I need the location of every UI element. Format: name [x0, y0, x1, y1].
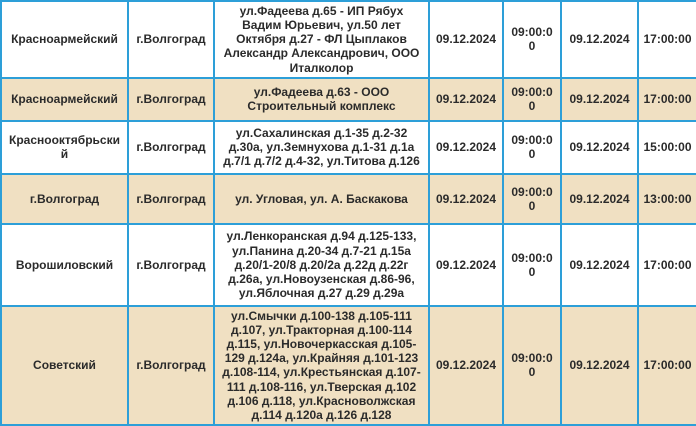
table-row: [1, 121, 696, 174]
cell-city: г.Волгоград: [128, 78, 214, 121]
table-row: [1, 306, 696, 425]
cell-city: г.Волгоград: [128, 306, 214, 425]
cell-city: г.Волгоград: [128, 1, 214, 78]
cell-time-end: 17:00:00: [638, 224, 696, 306]
cell-date-start: 09.12.2024: [429, 1, 503, 78]
cell-date-end: 09.12.2024: [561, 121, 638, 174]
cell-date-start: 09.12.2024: [429, 306, 503, 425]
cell-district: г.Волгоград: [1, 174, 128, 224]
cell-date-end: 09.12.2024: [561, 224, 638, 306]
cell-date-end: 09.12.2024: [561, 78, 638, 121]
cell-district: Красноармейский: [1, 78, 128, 121]
cell-city: г.Волгоград: [128, 224, 214, 306]
cell-date-end: 09.12.2024: [561, 306, 638, 425]
outage-table-body: [1, 1, 696, 425]
cell-addresses: ул. Угловая, ул. А. Баскакова: [214, 174, 429, 224]
cell-district: Советский: [1, 306, 128, 425]
cell-time-start: 09:00:00: [503, 174, 561, 224]
cell-time-start: 09:00:00: [503, 306, 561, 425]
cell-time-end: 15:00:00: [638, 121, 696, 174]
table-row: [1, 78, 696, 121]
cell-date-start: 09.12.2024: [429, 121, 503, 174]
cell-time-end: 17:00:00: [638, 1, 696, 78]
cell-date-end: 09.12.2024: [561, 1, 638, 78]
cell-date-end: 09.12.2024: [561, 174, 638, 224]
cell-time-end: 17:00:00: [638, 306, 696, 425]
cell-time-end: 13:00:00: [638, 174, 696, 224]
cell-city: г.Волгоград: [128, 121, 214, 174]
cell-district: Краснооктябрьский: [1, 121, 128, 174]
cell-date-start: 09.12.2024: [429, 78, 503, 121]
cell-addresses: ул.Смычки д.100-138 д.105-111 д.107, ул.Тракторная д.100-114 д.115, ул.Новочеркасская д.105-129 д.124а, ул.Крайняя д.101-123 д.108-114, ул.Крестьянская д.107-111 д.108-116, ул.Тверская д.102 д.106 д.118, ул.Красноволжская д.114 д.120а д.126 д.128: [214, 306, 429, 425]
cell-date-start: 09.12.2024: [429, 224, 503, 306]
cell-addresses: ул.Сахалинская д.1-35 д.2-32 д.30а, ул.Земнухова д.1-31 д.1а д.7/1 д.7/2 д.4-32, ул.Титова д.126: [214, 121, 429, 174]
cell-district: Ворошиловский: [1, 224, 128, 306]
cell-addresses: ул.Фадеева д.65 - ИП Рябух Вадим Юрьевич, ул.50 лет Октября д.27 - ФЛ Цыплаков Александр Александрович, ООО Италколор: [214, 1, 429, 78]
cell-time-end: 17:00:00: [638, 78, 696, 121]
table-row: [1, 224, 696, 306]
cell-time-start: 09:00:00: [503, 224, 561, 306]
cell-date-start: 09.12.2024: [429, 174, 503, 224]
cell-addresses: ул.Ленкоранская д.94 д.125-133, ул.Панина д.20-34 д.7-21 д.15а д.20/1-20/8 д.20/2а д.22д д.22г д.26а, ул.Новоузенская д.86-96, ул.Яблочная д.27 д.29 д.29а: [214, 224, 429, 306]
table-row: [1, 174, 696, 224]
cell-time-start: 09:00:00: [503, 121, 561, 174]
cell-time-start: 09:00:00: [503, 1, 561, 78]
cell-district: Красноармейский: [1, 1, 128, 78]
cell-time-start: 09:00:00: [503, 78, 561, 121]
table-row: [1, 1, 696, 78]
cell-addresses: ул.Фадеева д.63 - ООО Строительный комплекс: [214, 78, 429, 121]
cell-city: г.Волгоград: [128, 174, 214, 224]
